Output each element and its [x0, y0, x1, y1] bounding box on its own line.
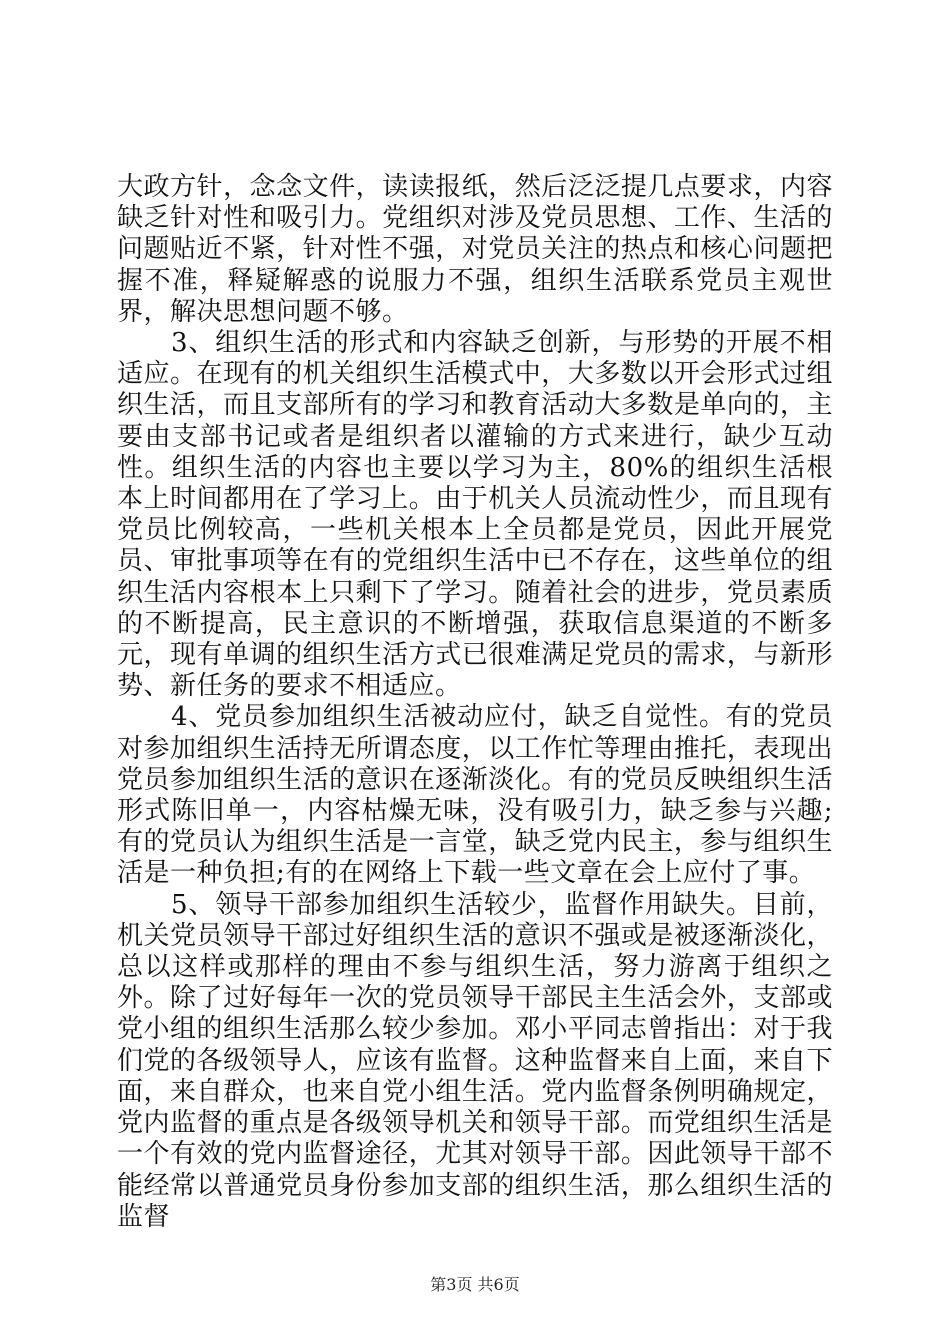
paragraph-point-4: 4、党员参加组织生活被动应付，缺乏自觉性。有的党员对参加组织生活持无所谓态度，以工作忙等理由推托，表现出党员参加组织生活的意识在逐渐淡化。有的党员反映组织生活形式陈旧单一，内容枯燥无味，没有吸引力，缺乏参与兴趣;有的党员认为组织生活是一言堂，缺乏党内民主，参与组织生活是一种负担;有的在网络上下载一些文章在会上应付了事。	[117, 702, 833, 889]
paragraph-point-5: 5、领导干部参加组织生活较少，监督作用缺失。目前，机关党员领导干部过好组织生活的意识不强或是被逐渐淡化，总以这样或那样的理由不参与组织生活，努力游离于组织之外。除了过好每年一次的党员领导干部民主生活会外，支部或党小组的组织生活那么较少参加。邓小平同志曾指出：对于我们党的各级领导人，应该有监督。这种监督来自上面，来自下面，来自群众，也来自党小组生活。党内监督条例明确规定，党内监督的重点是各级领导机关和领导干部。而党组织生活是一个有效的党内监督途径，尤其对领导干部。因此领导干部不能经常以普通党员身份参加支部的组织生活，那么组织生活的监督	[117, 889, 833, 1232]
paragraph-point-3: 3、组织生活的形式和内容缺乏创新，与形势的开展不相适应。在现有的机关组织生活模式中，大多数以开会形式过组织生活，而且支部所有的学习和教育活动大多数是单向的，主要由支部书记或者是组织者以灌输的方式来进行，缺少互动性。组织生活的内容也主要以学习为主，80%的组织生活根本上时间都用在了学习上。由于机关人员流动性少，而且现有党员比例较高，一些机关根本上全员都是党员，因此开展党员、审批事项等在有的党组织生活中已不存在，这些单位的组织生活内容根本上只剩下了学习。随着社会的进步，党员素质的不断提高，民主意识的不断增强，获取信息渠道的不断多元，现有单调的组织生活方式已很难满足党员的需求，与新形势、新任务的要求不相适应。	[117, 328, 833, 702]
body-text	[117, 172, 833, 1233]
paragraph-continuation: 大政方针，念念文件，读读报纸，然后泛泛提几点要求，内容缺乏针对性和吸引力。党组织对涉及党员思想、工作、生活的问题贴近不紧，针对性不强，对党员关注的热点和核心问题把握不准，释疑解惑的说服力不强，组织生活联系党员主观世界，解决思想问题不够。	[117, 172, 833, 327]
page-footer: 第3页 共6页	[430, 1275, 520, 1294]
